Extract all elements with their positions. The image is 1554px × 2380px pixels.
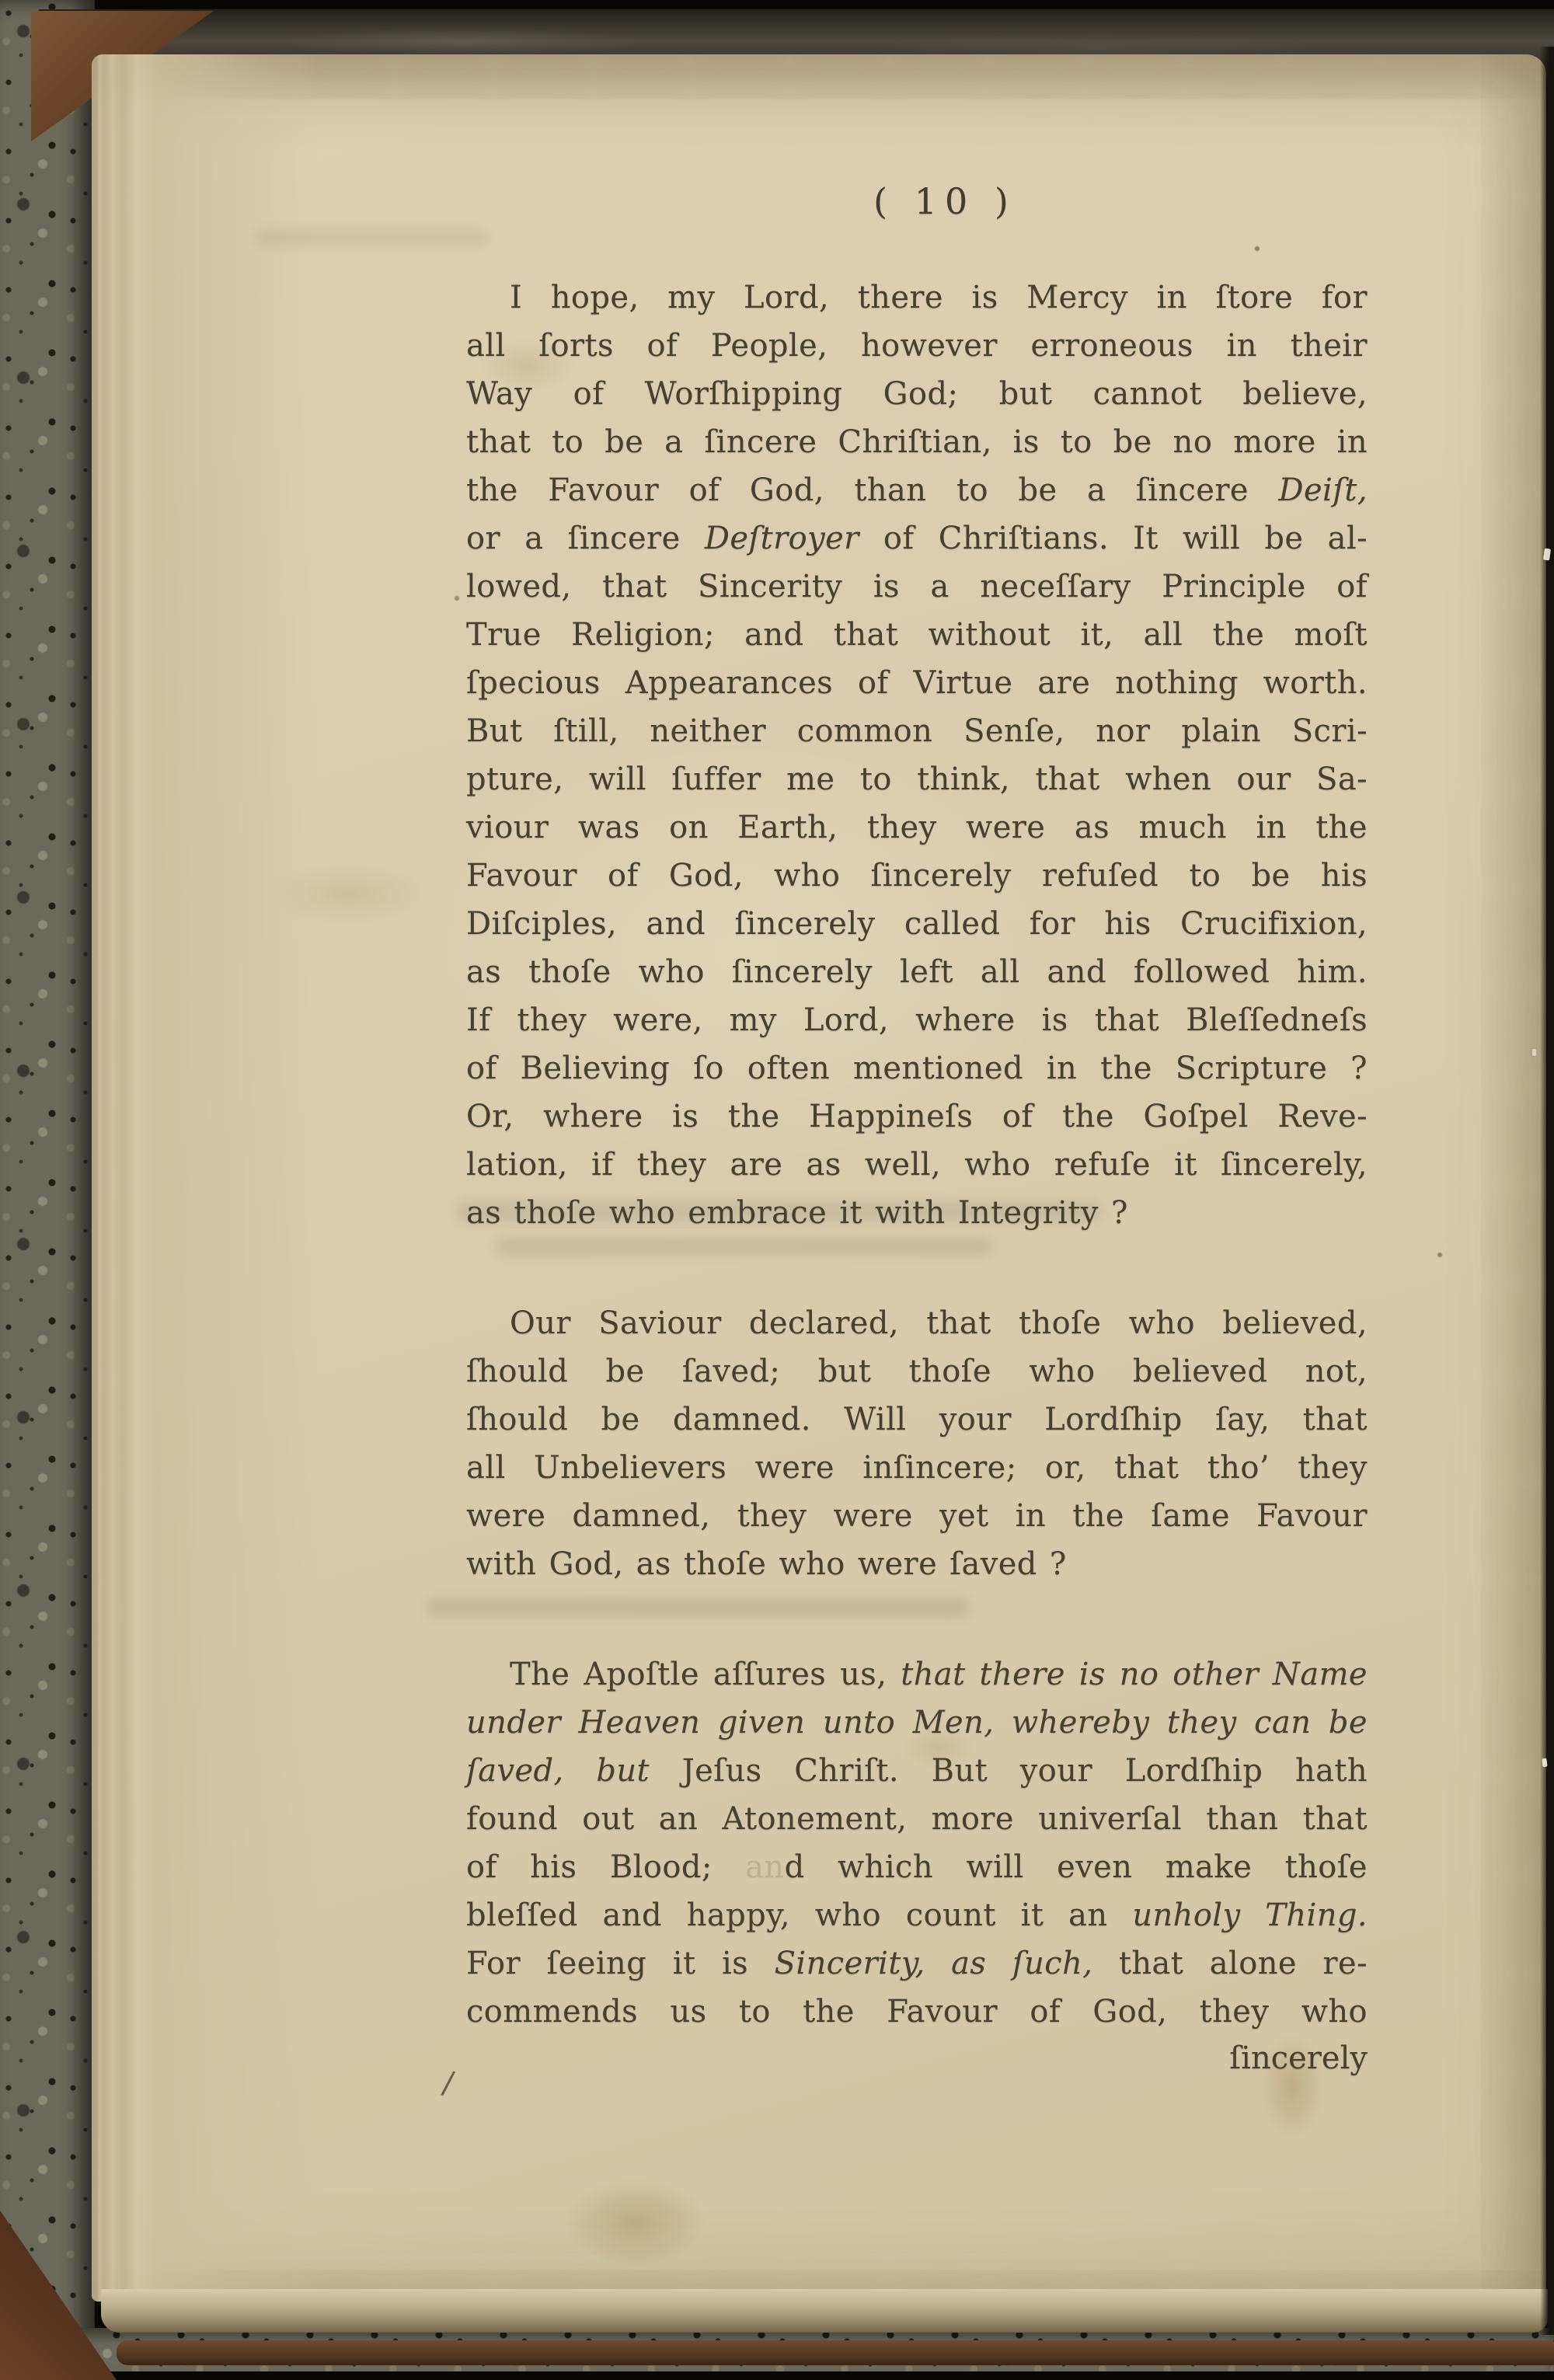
text-segment: as thoſe who embrace it with Integrity ? xyxy=(466,1195,1128,1231)
text-segment: with God, as thoſe who were ſaved ? xyxy=(466,1546,1067,1582)
text-line xyxy=(466,1189,1368,1237)
text-block xyxy=(466,274,1368,2036)
text-line xyxy=(466,1299,1368,1347)
text-segment: Diſciples, and ſincerely called for his Crucifixion, xyxy=(466,906,1368,942)
text-line xyxy=(466,1699,1368,1747)
text-segment: True Religion; and that without it, all the moſt xyxy=(466,617,1368,653)
text-segment: that there is no other Name xyxy=(901,1657,1368,1692)
text-line xyxy=(466,1347,1368,1396)
text-segment: of Believing ſo often mentioned in the Scripture ? xyxy=(466,1051,1368,1086)
text-segment: Sincerity, as ſuch, xyxy=(774,1946,1093,1981)
text-segment: unholy Thing. xyxy=(1132,1897,1368,1933)
text-line xyxy=(466,1891,1368,1939)
show-through-smudge xyxy=(255,228,488,247)
paper-speck xyxy=(1532,1049,1536,1056)
text-line xyxy=(466,1747,1368,1795)
text-segment: I hope, my Lord, there is Mercy in ſtore for xyxy=(510,280,1368,315)
text-segment: Way of Worſhipping God; but cannot believe, xyxy=(466,376,1368,412)
text-segment: ſhould be ſaved; but thoſe who believed not, xyxy=(466,1354,1368,1389)
text-line xyxy=(466,611,1368,659)
text-line xyxy=(466,322,1368,370)
text-segment: But ſtill, neither common Senſe, nor plain Scri- xyxy=(466,713,1368,749)
text-line xyxy=(466,1540,1368,1588)
text-line xyxy=(466,1141,1368,1189)
text-line xyxy=(466,1988,1368,2036)
text-segment: under Heaven given unto Men, whereby they can be xyxy=(466,1705,1368,1741)
text-segment: as thoſe who ſincerely left all and followed him. xyxy=(466,954,1368,990)
text-line xyxy=(466,1843,1368,1891)
text-line xyxy=(466,707,1368,755)
text-segment: the Favour of God, than to be a ſincere xyxy=(466,472,1279,508)
text-line xyxy=(466,1650,1368,1699)
bottom-leather-band xyxy=(117,2340,1554,2365)
text-segment: lation, if they are as well, who refuſe it ſincerely, xyxy=(466,1147,1368,1183)
text-line xyxy=(466,1444,1368,1492)
text-segment: were damned, they were yet in the ſame Favour xyxy=(466,1498,1368,1534)
page-number-header: ( 10 ) xyxy=(873,180,1016,222)
text-segment: that alone re- xyxy=(1092,1946,1368,1981)
right-page-edge-shadow xyxy=(1540,47,1554,2335)
left-marbled-board xyxy=(0,0,95,2380)
text-line xyxy=(466,1396,1368,1444)
text-segment: The Apoſtle aſſures us, xyxy=(510,1657,901,1692)
text-line xyxy=(466,563,1368,611)
text-segment: d which will even make thoſe xyxy=(784,1849,1368,1885)
text-line xyxy=(466,755,1368,803)
text-line xyxy=(466,996,1368,1044)
text-line xyxy=(466,900,1368,948)
text-segment: of his Blood; xyxy=(466,1849,746,1885)
text-segment: of Chriſtians. It will be al- xyxy=(859,521,1368,556)
text-line xyxy=(466,274,1368,322)
text-line xyxy=(466,370,1368,418)
text-segment: Deſtroyer xyxy=(704,521,859,556)
text-segment: Favour of God, who ſincerely refuſed to be his xyxy=(466,858,1368,894)
text-line xyxy=(466,659,1368,707)
catchword: ſincerely xyxy=(1229,2040,1368,2076)
text-segment: that to be a ſincere Chriſtian, is to be no more in xyxy=(466,424,1368,460)
text-segment: ſaved, but xyxy=(466,1753,682,1789)
text-segment: commends us to the Favour of God, they who xyxy=(466,1994,1368,2030)
text-line xyxy=(466,1939,1368,1988)
margin-ink-mark: / xyxy=(440,2065,457,2102)
text-segment: bleſſed and happy, who count it an xyxy=(466,1897,1133,1933)
text-line xyxy=(466,466,1368,514)
text-line xyxy=(466,948,1368,996)
text-line xyxy=(466,418,1368,466)
text-segment: all Unbelievers were inſincere; or, that tho’ they xyxy=(466,1450,1368,1486)
text-segment: viour was on Earth, they were as much in the xyxy=(466,810,1368,845)
text-segment: all ſorts of People, however erroneous in their xyxy=(466,328,1368,364)
text-line xyxy=(466,1492,1368,1540)
text-segment: an xyxy=(745,1849,785,1885)
text-line xyxy=(466,1092,1368,1141)
text-segment: For ſeeing it is xyxy=(466,1946,775,1981)
text-line xyxy=(466,852,1368,900)
text-segment: pture, will ſuffer me to think, that when our Sa- xyxy=(466,761,1368,797)
text-line xyxy=(466,1044,1368,1092)
paper-page xyxy=(92,54,1546,2302)
text-segment: Jeſus Chriſt. But your Lordſhip hath xyxy=(681,1753,1368,1789)
page-stack-bottom-edges xyxy=(101,2289,1548,2333)
paper-speck xyxy=(1542,1758,1547,1768)
page-stack-left-edges xyxy=(92,54,333,2302)
text-segment: Our Saviour declared, that thoſe who believed, xyxy=(510,1305,1368,1341)
text-segment: Or, where is the Happineſs of the Goſpel Reve- xyxy=(466,1099,1368,1134)
text-segment: found out an Atonement, more univerſal than that xyxy=(466,1801,1368,1837)
text-segment: Deiſt, xyxy=(1278,472,1368,508)
text-line xyxy=(466,1795,1368,1843)
text-line xyxy=(466,514,1368,563)
paragraph xyxy=(466,274,1368,1237)
text-segment: lowed, that Sincerity is a neceſſary Principle of xyxy=(466,569,1368,605)
text-segment: ſpecious Appearances of Virtue are nothing worth. xyxy=(466,665,1368,701)
text-line xyxy=(466,803,1368,852)
text-segment: or a ſincere xyxy=(466,521,705,556)
paragraph xyxy=(466,1299,1368,1588)
text-segment: ſhould be damned. Will your Lordſhip ſay, that xyxy=(466,1402,1368,1437)
text-segment: If they were, my Lord, where is that Bleſſedneſs xyxy=(466,1002,1368,1038)
paragraph xyxy=(466,1650,1368,2036)
